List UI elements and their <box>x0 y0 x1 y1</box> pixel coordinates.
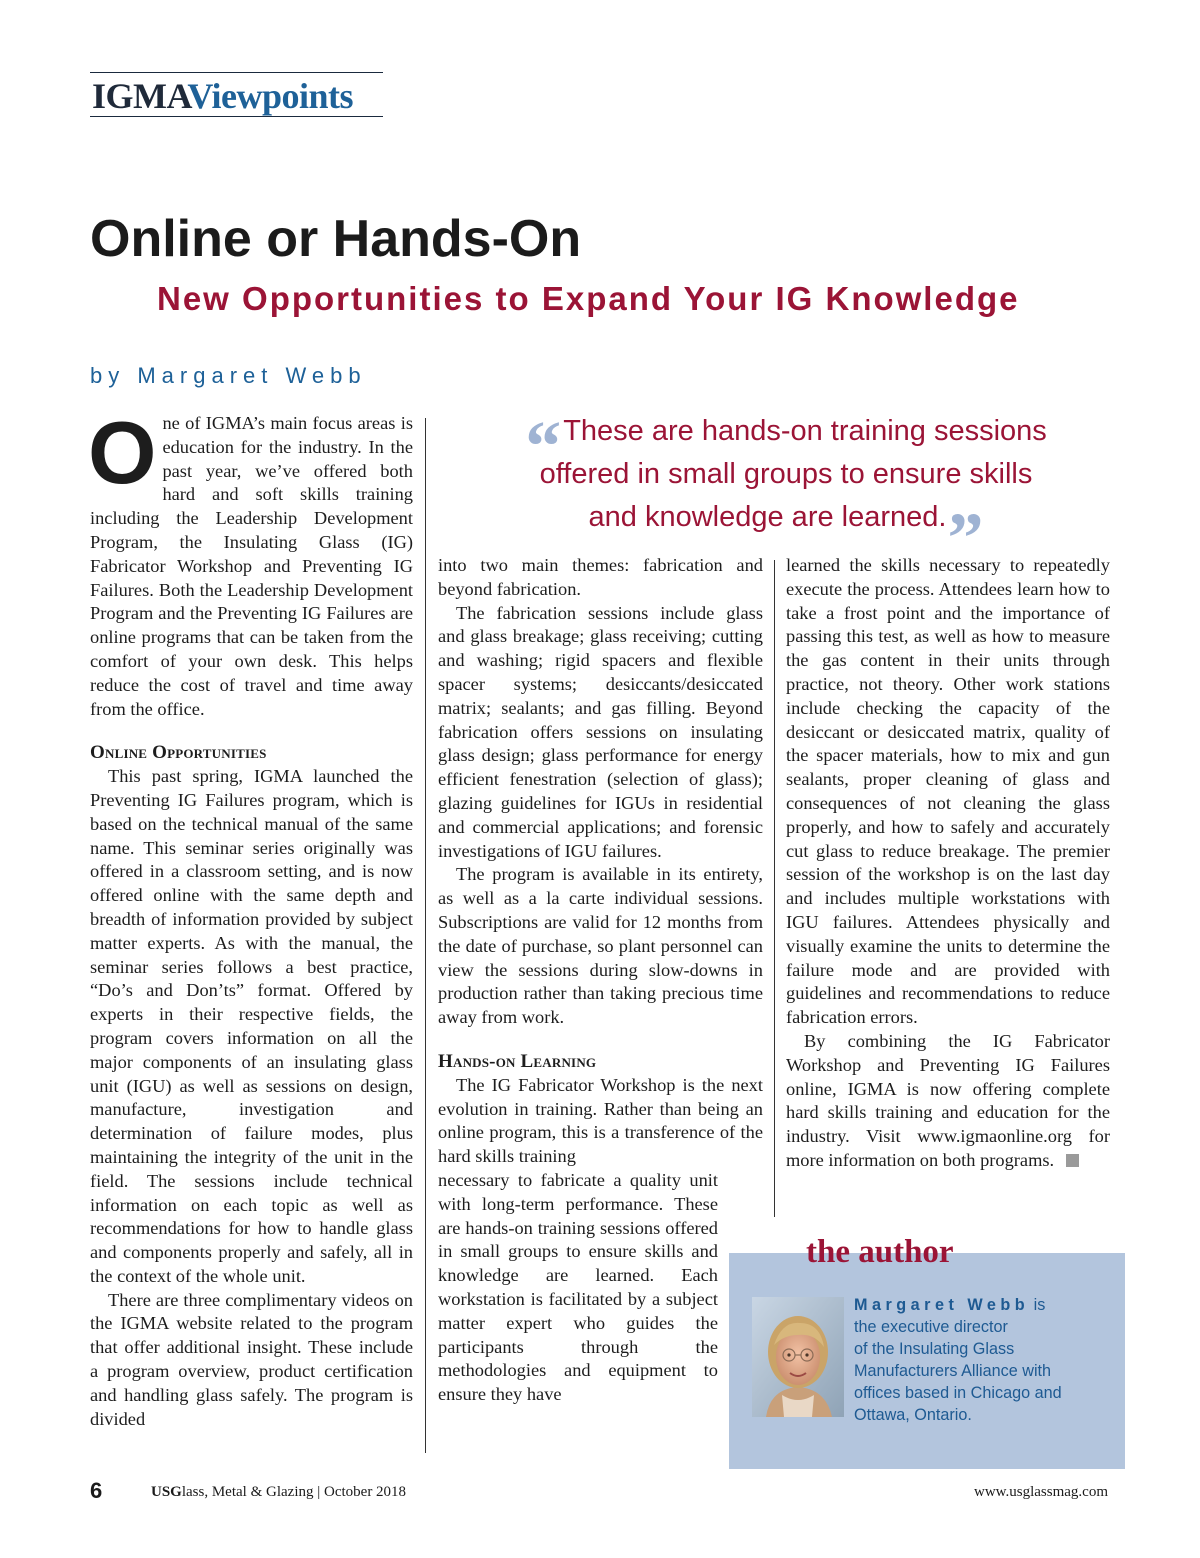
brand-viewpoints: Viewpoints <box>187 76 354 116</box>
author-bio-line-1 <box>854 1294 1116 1316</box>
article-column-2 <box>438 554 763 1407</box>
pull-quote-line-3 <box>472 496 1100 578</box>
publication-credit <box>151 1482 406 1502</box>
article-column-1 <box>88 403 413 1431</box>
section-heading-hands-on: Hands-on Learning <box>438 1050 597 1072</box>
paragraph: The program is available in its entirety, as well as a la carte individual sessions. Subscriptions are valid for 12 months from the date of purchase, so plant personnel can view the sessions during slow-downs in production rather than taking precious time away from work. <box>438 864 763 1028</box>
closing-paragraph <box>786 1030 1110 1173</box>
open-quote-icon: “ <box>525 406 562 486</box>
pull-quote-line-2: offered in small groups to ensure skills <box>539 458 1033 490</box>
paragraph-continued: into two main themes: fabrication and beyond fabrication. <box>438 555 763 599</box>
article-subtitle: New Opportunities to Expand Your IG Knowledge <box>157 280 1020 317</box>
page-number: 6 <box>90 1478 103 1503</box>
paragraph-continued: learned the skills necessary to repeatedly execute the process. Attendees learn how to take a frost point and the importance of passing this test, as well as how to measure the gas content in their units through practice, not theory. Other work stations include checking the capacity of the desiccant or desiccated matrix, quality of the spacer materials, how to mix and gun sealants, proper cleaning of glass and consequences of not cleaning the glass properly, and how to safely and accurately cut glass to reduce breakage. The premier session of the workshop is on the last day and includes multiple workstations with IGU failures. Attendees physically and visually examine the units to determine the failure mode and are provided with guidelines and recommendations to reduce fabrication errors. <box>786 555 1110 1028</box>
byline: by Margaret Webb <box>90 363 367 388</box>
author-bio-line-6: Ottawa, Ontario. <box>854 1406 972 1424</box>
intro-text: ne of IGMA’s main focus areas is education for the industry. In the past year, we’ve offered both hard and soft skills training including the Leadership Development Program, the Insulating Glass (IG) Fabricator Workshop and Preventing IG Failures. Both the Leadership Development Program and the Preventing IG Failures are online programs that can be taken from the comfort of your own desk. This helps reduce the cost of travel and time away from the office. <box>90 413 413 719</box>
pull-quote-text-1: These are hands-on training sessions <box>563 415 1047 447</box>
author-photo <box>752 1297 844 1417</box>
paragraph: The fabrication sessions include glass and glass breakage; glass receiving; cutting and washing; rigid spacers and flexible spacer systems; desiccants/desiccated matrix; sealants; and gas filling. Beyond fabrication offers sessions on insulating glass design; glass performance for energy efficient fenestration (selection of glass); glazing guidelines for IGUs in residential and commercial applications; and forensic investigations of IGU failures. <box>438 602 763 861</box>
author-bio-line-3: of the Insulating Glass <box>854 1340 1015 1358</box>
header-rule-bottom <box>90 116 383 117</box>
author-bio <box>854 1294 1116 1426</box>
paragraph: There are three complimentary videos on the IGMA website related to the program that offer additional insight. These include a program overview, product certification and handling glass safely. The program is divided <box>90 1289 413 1429</box>
pull-quote <box>472 406 1100 578</box>
column-rule-2 <box>774 560 775 1217</box>
article-title: Online or Hands-On <box>90 210 582 268</box>
author-portrait-image <box>752 1297 844 1417</box>
brand-igma: IGMA <box>92 76 188 116</box>
footer-separator: | <box>317 1484 321 1500</box>
author-name: Margaret Webb <box>854 1296 1030 1314</box>
paragraph-continued: necessary to fabricate a quality unit with long-term performance. These are hands-on training sessions offered in small groups to ensure skills and knowledge are learned. Each workstation is facilitated by a subject matter expert who guides the participants through the methodologies and equipment to ensure they have <box>438 1169 718 1405</box>
author-bio-line-4: Manufacturers Alliance with <box>854 1362 1052 1380</box>
pull-quote-text-3: and knowledge are learned. <box>588 501 947 533</box>
closing-text: By combining the IG Fabricator Workshop and Preventing IG Failures online, IGMA is now offering complete hard skills training and education for the industry. Visit www.igmaonline.org for more information on both programs. <box>786 1030 1110 1170</box>
column-rule-1 <box>425 418 426 1453</box>
paragraph: This past spring, IGMA launched the Preventing IG Failures program, which is based on the technical manual of the same name. This seminar series originally was offered in a classroom setting, and is now offered online with the same depth and breadth of information provided by subject matter experts. As with the manual, the seminar series follows a best practice, “Do’s and Don’ts” format. Offered by experts in their respective fields, the program covers information on all the major components of an insulating glass unit (IGU) as well as sessions on design, manufacture, investigation and determination of failure modes, plus maintaining the integrity of the unit in the field. The sessions include technical information on each topic as well as recommendations for how to handle glass and components properly and safely, all in the context of the whole unit. <box>90 766 413 1286</box>
publication-name: lass, Metal & Glazing <box>181 1484 314 1500</box>
drop-cap: O <box>88 403 157 502</box>
footer-url[interactable]: www.usglassmag.com <box>973 1484 1108 1500</box>
section-brand <box>92 76 353 116</box>
issue-date: October 2018 <box>324 1484 407 1500</box>
author-bio-line-5: offices based in Chicago and <box>854 1384 1062 1402</box>
header-rule-top <box>90 72 383 73</box>
author-heading: the author <box>806 1234 954 1270</box>
article-column-3 <box>786 554 1110 1173</box>
intro-paragraph <box>88 403 413 721</box>
author-bio-line-2: the executive director <box>854 1318 1008 1336</box>
section-heading-online: Online Opportunities <box>90 742 267 764</box>
close-quote-icon: ” <box>947 498 984 578</box>
paragraph: The IG Fabricator Workshop is the next evolution in training. Rather than being an online program, this is a transference of the hard skills training <box>438 1074 763 1167</box>
publication-name-bold: USG <box>151 1484 182 1500</box>
author-bio-text-1: is <box>1033 1296 1046 1314</box>
end-mark-icon <box>1066 1154 1079 1167</box>
